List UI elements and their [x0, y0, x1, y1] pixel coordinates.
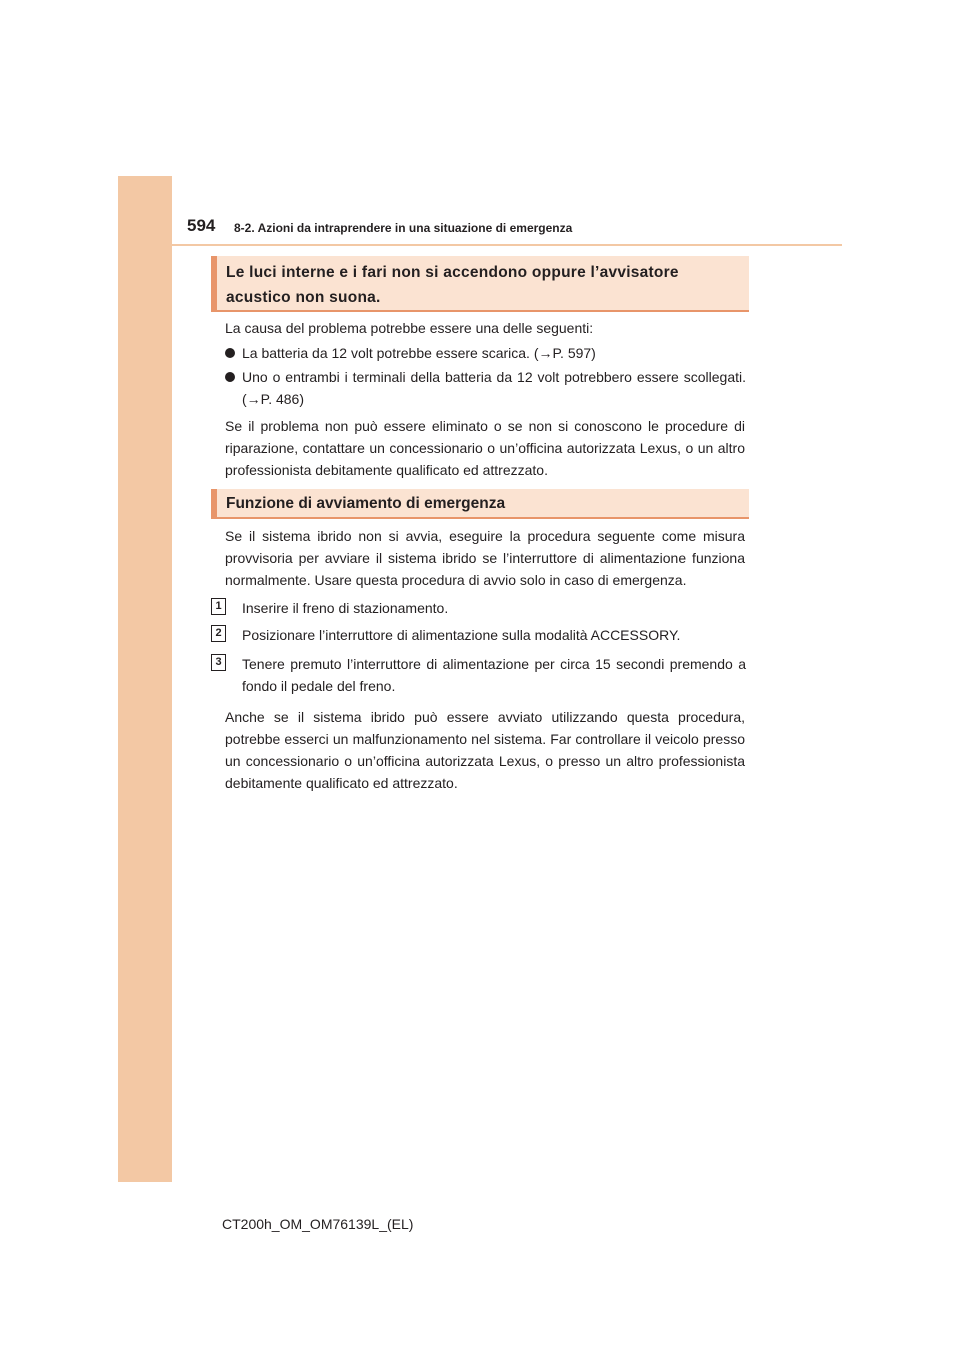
section2-intro: Se il sistema ibrido non si avvia, eseguire la procedura seguente come misura provvisoria per avviare il sistema ibrido se l’interruttore di alimentazione funziona normalmente. Usare questa procedura di avvio solo in caso di emergenza.: [225, 528, 745, 588]
step-item: [211, 653, 746, 697]
step-text: Posizionare l’interruttore di alimentazione sulla modalità ACCESSORY.: [242, 627, 681, 643]
step-text: Tenere premuto l’interruttore di alimentazione per circa 15 secondi premendo a fondo il pedale del freno.: [242, 656, 746, 694]
side-color-band: [118, 176, 172, 1182]
bullet-text: Uno o entrambi i terminali della batteria da 12 volt potrebbero essere scollegati. (→P. 486): [242, 369, 746, 407]
bullet-dot-icon: [225, 372, 235, 382]
chapter-title: 8-2. Azioni da intraprendere in una situazione di emergenza: [234, 221, 573, 235]
document-code: CT200h_OM_OM76139L_(EL): [222, 1216, 414, 1232]
step-number-box: 1: [211, 598, 226, 615]
bullet-item: [224, 342, 746, 364]
step-item: [211, 597, 746, 619]
section-heading-lights: Le luci interne e i fari non si accendono oppure l’avvisatore acustico non suona.: [211, 256, 749, 312]
step-item: [211, 624, 746, 646]
page-number: 594: [187, 216, 216, 235]
step-number-box: 2: [211, 625, 226, 642]
bullet-text: La batteria da 12 volt potrebbe essere scarica. (→P. 597): [242, 345, 596, 361]
step-number-box: 3: [211, 654, 226, 671]
bullet-item: [224, 366, 746, 410]
step-text: Inserire il freno di stazionamento.: [242, 600, 449, 616]
section-heading-emergency-start: Funzione di avviamento di emergenza: [211, 489, 749, 519]
section1-note: Se il problema non può essere eliminato o se non si conoscono le procedure di riparazione, contattare un concessionario o un’officina autorizzata Lexus, o un altro professionista debitamente qualificato ed attrezzato.: [225, 418, 745, 478]
header-rule: [172, 244, 842, 246]
section1-intro: La causa del problema potrebbe essere una delle seguenti:: [225, 320, 594, 336]
bullet-dot-icon: [225, 348, 235, 358]
section2-note: Anche se il sistema ibrido può essere avviato utilizzando questa procedura, potrebbe esserci un malfunzionamento nel sistema. Far controllare il veicolo presso un concessionario o un’officina autorizzata Lexus, o presso un altro professionista debitamente qualificato ed attrezzato.: [225, 709, 745, 791]
